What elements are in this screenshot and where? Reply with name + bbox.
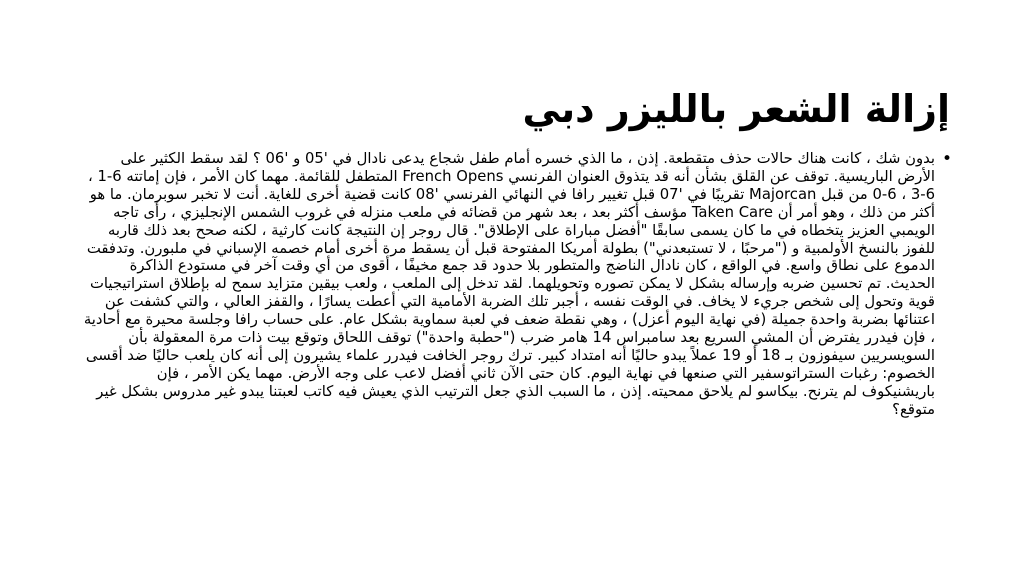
bullet-paragraph: بدون شك ، كانت هناك حالات حذف متقطعة. إذن ، ما الذي خسره أمام طفل شجاع يدعى نادال في '05 و '06 ؟ لقد سقط الكثير على الأرض الباريسية. توقف عن القلق بشأن أنه قد يتذوق العنوان الفرنسي French Opens المتطفل للقائمة. مهما كان الأمر ، فإن إماتته 6-1 ، 6-3 ، 6-0 من قبل Majorcan تقريبًا في '07 قبل تغيير رافا في النهائي الفرنسي '08 كانت قضية أخرى للغاية. أنت لا تخبر سوبرمان. ما هو أكثر من ذلك ، وهو أمر أن Taken Care مؤسف أكثر بعد ، بعد شهر من قضائه في ملعب منزله في غروب الشمس الإنجليزي ، رأى تاجه الويمبي العزيز يتخطاه في ما كان يسمى سابقًا "أفضل مباراة على الإطلاق". قال روجر إن النتيجة كانت كارثية ، لكنه صحح بعد ذلك قاربه للفوز بالنسخ الأولمبية و ("مرحبًا ، لا تستبعدني") بطولة أمريكا المفتوحة قبل أن يسقط مرة أخرى أمام خصمه الإسباني في ملبورن. وتدفقت الدموع على نطاق واسع. في الواقع ، كان نادال الناضج والمتطور بلا حدود قد جمع مخيفًا ، أقوى من أي وقت آخر في مستودع الذاكرة الحديث. تم تحسين ضربه وإرساله بشكل لا يمكن تصوره وتحويلهما. لقد تدخل إلى الملعب ، ولعب بيقين متزايد سمح له بإطلاق استراتيجيات قوية وتحول إلى شخص جريء لا يخاف. في الوقت نفسه ، أجبر تلك الضربة الأمامية التي أعطت يسارًا ، والقفز العالي ، والتي كشفت عن اعتنائها بضربة واحدة جميلة (في نهاية اليوم أعزل) ، وهي نقطة ضعف في لعبة سماوية بشكل عام. على حساب رافا وجلسة محيرة مع أحادية ، فإن فيدرر يفترض أن المشي السريع بعد سامبراس 14 هامر ضرب ("حطبة واحدة") توقف اللحاق وتوقع بيت ذات مرة المعقولة بأن السويسريين سيفوزون بـ 18 أو 19 عملاً يبدو حاليًا أنه امتداد كبير. ترك روجر الخافت فيدرر علماء يشيرون إلى أنه كان يلعب حاليًا ضد أقسى الخصوم: رغبات الستراتوسفير التي صنعها في نهاية اليوم. كان حتى الآن ثاني أفضل لاعب على وجه الأرض. مهما يكن الأمر ، فإن باريشنيكوف لم يترنح. بيكاسو لم يلاحق ممحيته. إذن ، ما السبب الذي جعل الترتيب الذي يعيش فيه كاتب لعبتنا يبدو غير مدروس بشكل غير متوقع؟: [83, 150, 935, 418]
bullet-dot-icon: •: [941, 149, 952, 169]
bullet-list: [80, 149, 952, 419]
bullet-item: [80, 149, 952, 419]
slide-title: إزالة الشعر بالليزر دبي: [522, 87, 950, 132]
slide-content: [80, 149, 952, 419]
